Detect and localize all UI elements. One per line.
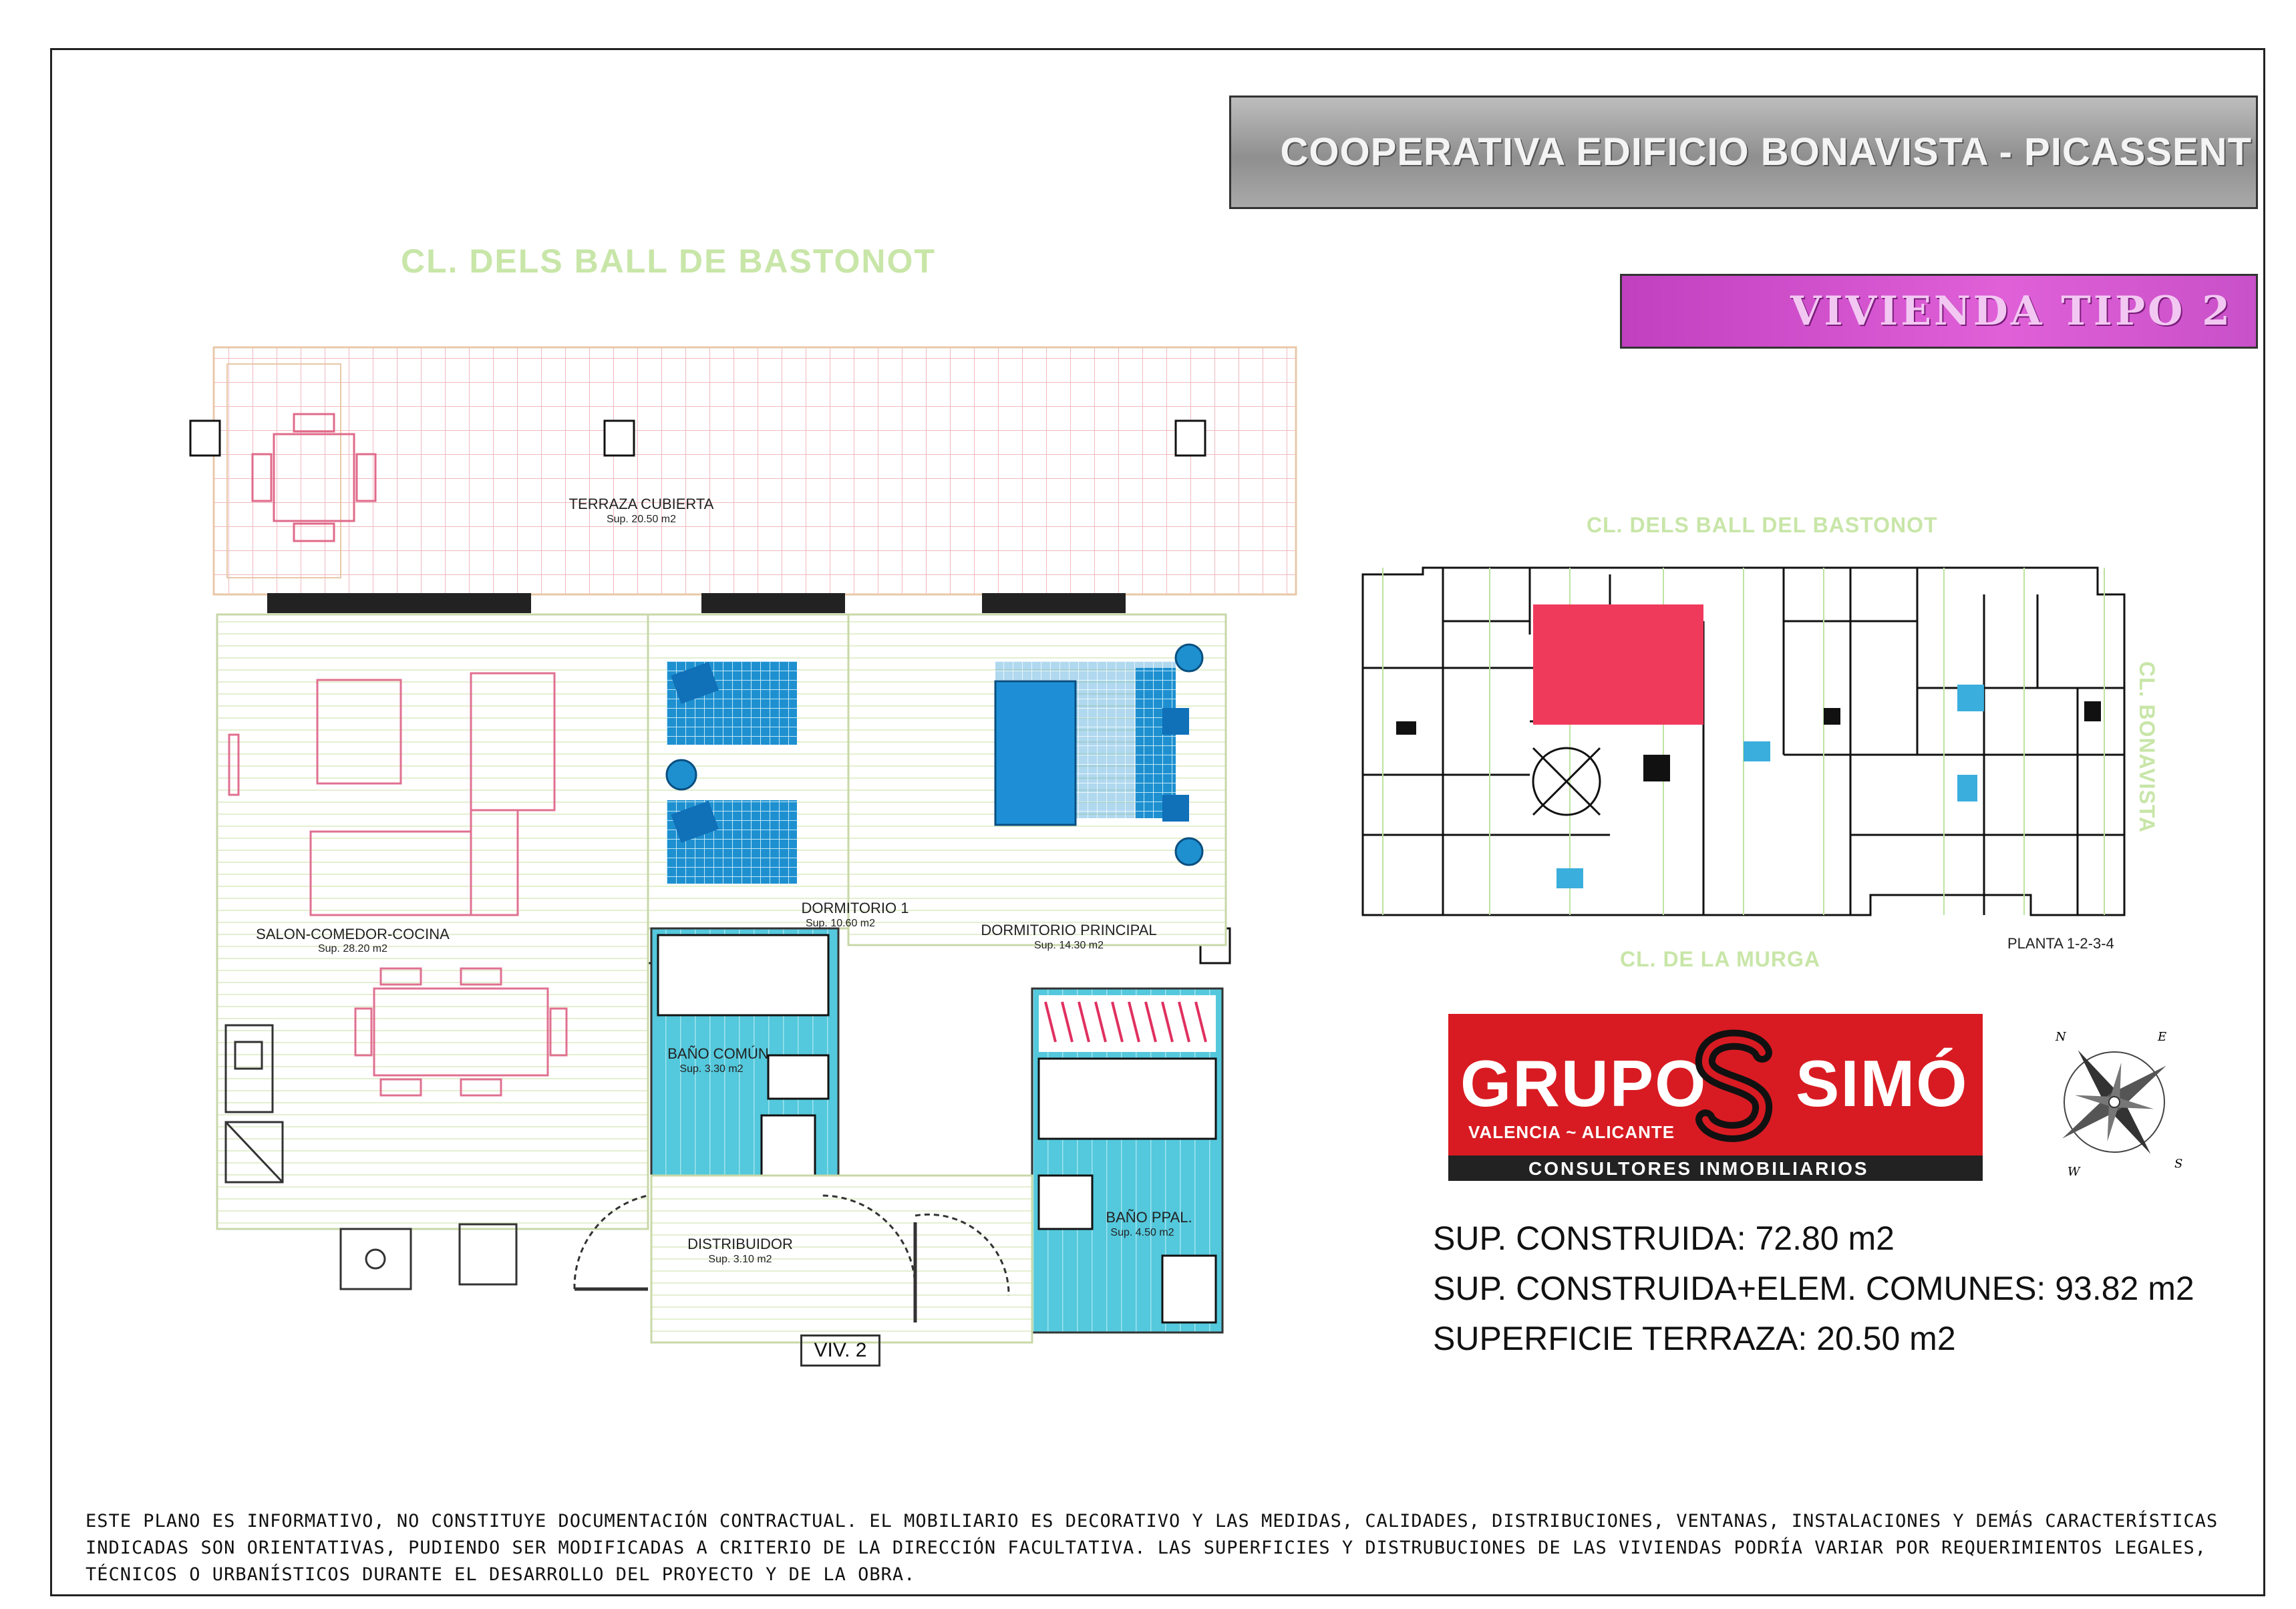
compass-e: E bbox=[2158, 1030, 2167, 1044]
compass-w: W bbox=[2068, 1165, 2080, 1179]
room-area: Sup. 14.30 m2 bbox=[1033, 940, 1104, 951]
room-label: BAÑO PPAL. bbox=[1106, 1209, 1192, 1226]
street-label-keyplan-bottom: CL. DE LA MURGA bbox=[1620, 947, 1821, 971]
unit-highlight bbox=[1533, 604, 1703, 725]
room-area: Sup. 4.50 m2 bbox=[1110, 1227, 1174, 1238]
compass-s: S bbox=[2174, 1157, 2183, 1171]
room-label: TERRAZA CUBIERTA bbox=[568, 496, 714, 512]
room-label: DORMITORIO PRINCIPAL bbox=[981, 922, 1157, 938]
logo-word-2: SIMÓ bbox=[1796, 1047, 1969, 1120]
room-area: Sup. 28.20 m2 bbox=[317, 943, 388, 954]
company-logo bbox=[1448, 1014, 1983, 1181]
unit-label: VIV. 2 bbox=[800, 1334, 880, 1367]
room-label: SALON-COMEDOR-COCINA bbox=[256, 926, 450, 942]
room-area: Sup. 3.10 m2 bbox=[708, 1254, 772, 1265]
legal-disclaimer: ESTE PLANO ES INFORMATIVO, NO CONSTITUYE DOCUMENTACIÓN CONTRACTUAL. EL MOBILIARIO ES DECORATIVO Y LAS MEDIDAS, CALIDADES, DISTRIBUCIONES, VENTANAS, INSTALACIONES Y DEMÁS CARACTERÍSTICAS INDICADAS SON ORIENTATIVAS, PUDIENDO SER MODIFICADAS A CRITERIO DE LA DIRECCIÓN FACULTATIVA. LAS SUPERFICIES Y DISTRUBUCIONES DE LAS VIVIENDAS PODRÍA VARIAR POR REQUERIMIENTOS LEGALES, TÉCNICOS O URBANÍSTICOS DURANTE EL DESARROLLO DEL PROYECTO Y DE LA OBRA. bbox=[86, 1511, 2219, 1585]
surface-built-common: SUP. CONSTRUIDA+ELEM. COMUNES: 93.82 m2 bbox=[1433, 1270, 2194, 1307]
room-label: DORMITORIO 1 bbox=[801, 900, 909, 916]
compass-rose-icon bbox=[2041, 1022, 2188, 1182]
logo-s-emblem bbox=[1675, 1026, 1796, 1146]
logo-word-1: GRUPO bbox=[1460, 1047, 1707, 1120]
street-label-keyplan-top: CL. DELS BALL DEL BASTONOT bbox=[1587, 513, 1938, 537]
windows bbox=[267, 593, 1126, 613]
room-area: Sup. 3.30 m2 bbox=[679, 1063, 744, 1075]
project-title: COOPERATIVA EDIFICIO BONAVISTA - PICASSENT bbox=[1280, 130, 2252, 174]
floor-label: PLANTA 1-2-3-4 bbox=[2007, 935, 2114, 952]
room-label: BAÑO COMÚN bbox=[667, 1045, 769, 1062]
unit-type-banner bbox=[1620, 274, 2258, 349]
surface-terrace: SUPERFICIE TERRAZA: 20.50 m2 bbox=[1433, 1320, 1956, 1357]
logo-tagline-bar bbox=[1448, 1155, 1983, 1181]
project-title-banner bbox=[1229, 96, 2258, 209]
street-label-keyplan-right: CL. BONAVISTA bbox=[2135, 661, 2159, 834]
room-label: DISTRIBUIDOR bbox=[687, 1236, 793, 1252]
room-area: Sup. 20.50 m2 bbox=[606, 514, 677, 525]
key-plan bbox=[1356, 554, 2144, 922]
compass-n: N bbox=[2056, 1030, 2066, 1044]
floor-plan bbox=[180, 334, 1450, 1349]
room-area: Sup. 10.60 m2 bbox=[805, 918, 876, 929]
surface-built: SUP. CONSTRUIDA: 72.80 m2 bbox=[1433, 1220, 1895, 1257]
logo-location: VALENCIA ~ ALICANTE bbox=[1468, 1122, 1675, 1142]
unit-type-title: VIVIENDA TIPO 2 bbox=[1790, 288, 2233, 335]
street-label-main: CL. DELS BALL DE BASTONOT bbox=[401, 242, 936, 280]
logo-tagline: CONSULTORES INMOBILIARIOS bbox=[1528, 1158, 1869, 1179]
